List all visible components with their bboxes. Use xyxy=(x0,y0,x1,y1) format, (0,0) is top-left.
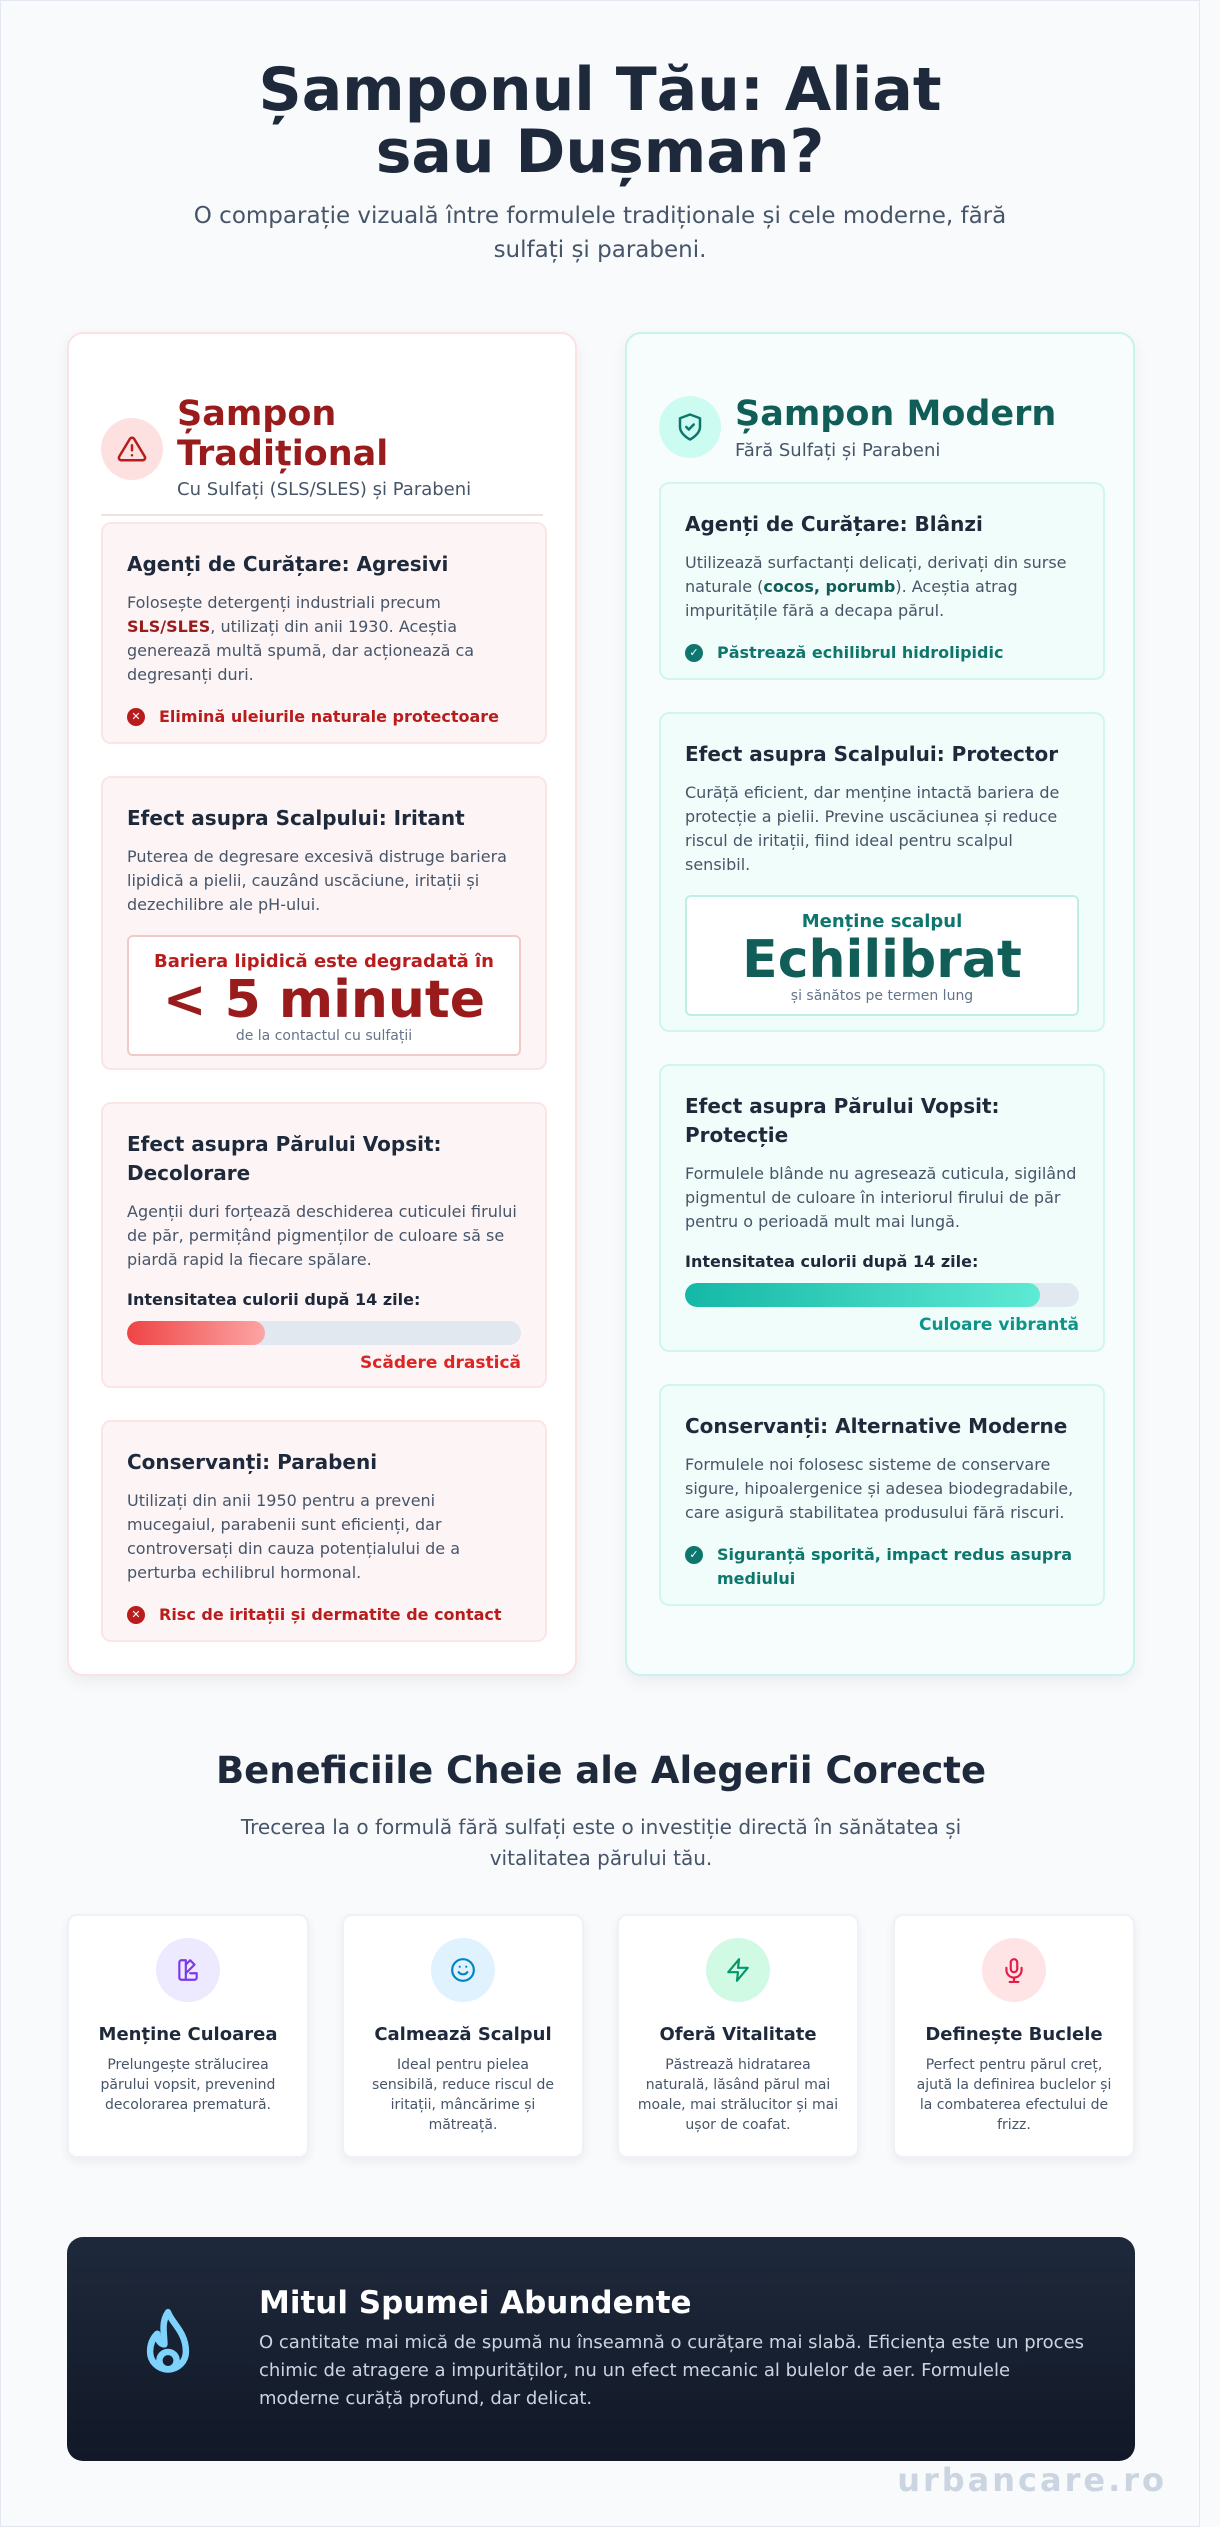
card-text: Utilizează surfactanți delicați, derivați din surse naturale (cocos, porumb). Aceștia atrag impuritățile fără a decapa părul. xyxy=(685,553,1067,620)
benefit-title: Oferă Vitalitate xyxy=(659,2024,817,2045)
stat-label: Menține scalpul xyxy=(801,911,963,932)
card-title: Agenți de Curățare: Blânzi xyxy=(685,512,983,536)
traditional-cleaning-card xyxy=(101,522,547,744)
page-subtitle: O comparație vizuală între formulele tradiționale și cele moderne, fără sulfați și parabeni. xyxy=(193,203,1007,263)
modern-cleaning-card xyxy=(659,482,1105,680)
benefit-tiles xyxy=(67,1914,1135,2158)
card-text: Curăță eficient, dar menține intactă bariera de protecție a pielii. Previne uscăciunea și reduce riscul de iritații, fiind ideal pentru scalpul sensibil. xyxy=(685,783,1060,874)
benefit-tile xyxy=(67,1914,309,2158)
card-title: Agenți de Curățare: Agresivi xyxy=(127,552,449,576)
benefit-text: Păstrează hidratarea naturală, lăsând părul mai moale, mai strălucitor și mai ușor de coafat. xyxy=(637,2057,839,2133)
traditional-column xyxy=(67,332,577,1676)
smile-icon xyxy=(431,1938,495,2002)
modern-header xyxy=(659,366,1101,490)
modern-preservatives-card xyxy=(659,1384,1105,1606)
benefit-text: Perfect pentru părul creț, ajută la definirea buclelor și la combaterea efectului de frizz. xyxy=(916,2057,1112,2133)
benefit-tile xyxy=(617,1914,859,2158)
bar-note: Culoare vibrantă xyxy=(918,1315,1079,1335)
modern-subtitle: Fără Sulfați și Parabeni xyxy=(735,440,941,461)
check-note: ✓ Siguranță sporită, impact redus asupra mediului xyxy=(685,1543,1079,1591)
lightning-icon xyxy=(706,1938,770,2002)
stat-value: < 5 minute xyxy=(162,970,486,1030)
card-title: Efect asupra Părului Vopsit: Protecție xyxy=(685,1094,1000,1147)
card-title: Conservanți: Alternative Moderne xyxy=(685,1414,1068,1438)
modern-column xyxy=(625,332,1135,1676)
stat-value: Echilibrat xyxy=(742,930,1022,990)
traditional-title: Șampon Tradițional xyxy=(177,394,389,474)
benefits-lead: Trecerea la o formulă fără sulfați este o investiție directă în sănătatea și vitalitatea părului tău. xyxy=(240,1815,962,1870)
card-text: Agenții duri forțează deschiderea cuticulei firului de păr, permițând pigmenților de culoare să se piardă rapid la fiecare spălare. xyxy=(127,1202,517,1269)
card-title: Conservanți: Parabeni xyxy=(127,1450,378,1474)
benefits-title: Beneficiile Cheie ale Alegerii Corecte xyxy=(215,1749,987,1792)
benefits-section xyxy=(1,1749,1200,1874)
page-title: Șamponul Tău: Aliat sau Dușman? xyxy=(258,55,942,187)
benefit-title: Definește Buclele xyxy=(925,2024,1103,2045)
check-circle-icon: ✓ xyxy=(685,1546,703,1564)
color-intensity-bar xyxy=(685,1283,1079,1307)
myth-banner xyxy=(67,2237,1135,2461)
warning-icon xyxy=(101,418,163,480)
x-circle-icon: ✕ xyxy=(127,708,145,726)
comparison-section xyxy=(67,332,1135,1676)
bar-label: Intensitatea culorii după 14 zile: xyxy=(685,1252,979,1271)
card-title: Efect asupra Scalpului: Iritant xyxy=(127,806,465,830)
check-note: ✓ Păstrează echilibrul hidrolipidic xyxy=(685,641,1079,665)
bar-fill xyxy=(127,1321,265,1345)
benefit-title: Calmează Scalpul xyxy=(374,2024,552,2045)
shield-check-icon xyxy=(659,396,721,458)
palette-icon xyxy=(156,1938,220,2002)
card-text: Formulele noi folosesc sisteme de conservare sigure, hipoalergenice și adesea biodegradabile, care asigură stabilitatea produsului fără riscuri. xyxy=(685,1455,1074,1522)
warning-note: ✕ Risc de iritații și dermatite de contact xyxy=(127,1603,521,1627)
hero xyxy=(1,1,1199,267)
card-text: Formulele blânde nu agresează cuticula, sigilând pigmentul de culoare în interiorul firului de păr pentru o perioadă mult mai lungă. xyxy=(685,1164,1077,1231)
highlight-term: SLS/SLES xyxy=(127,617,211,636)
flame-icon xyxy=(125,2305,211,2391)
check-circle-icon: ✓ xyxy=(685,644,703,662)
benefit-title: Menține Culoarea xyxy=(98,2024,278,2045)
warning-note: ✕ Elimină uleiurile naturale protectoare xyxy=(127,705,521,729)
color-intensity-bar xyxy=(127,1321,521,1345)
bar-fill xyxy=(685,1283,1040,1307)
brand-watermark: urbancare.ro xyxy=(897,2461,1167,2499)
benefit-tile xyxy=(893,1914,1135,2158)
traditional-color-card xyxy=(101,1102,547,1388)
stat-label: Bariera lipidică este degradată în xyxy=(154,951,494,972)
highlight-term: cocos, porumb xyxy=(763,577,896,596)
microphone-icon xyxy=(982,1938,1046,2002)
card-title: Efect asupra Scalpului: Protector xyxy=(685,742,1059,766)
stat-box xyxy=(127,935,521,1056)
card-title: Efect asupra Părului Vopsit: Decolorare xyxy=(127,1132,442,1185)
myth-text: O cantitate mai mică de spumă nu înseamnă o curățare mai slabă. Eficiența este un proces chimic de atragere a impurităților, nu un efect mecanic al bulelor de aer. Formulele moderne curăță profund, dar delicat. xyxy=(259,2332,1085,2409)
stat-caption: și sănătos pe termen lung xyxy=(790,988,974,1004)
modern-color-card xyxy=(659,1064,1105,1352)
benefit-tile xyxy=(342,1914,584,2158)
card-text: Puterea de degresare excesivă distruge bariera lipidică a pielii, cauzând uscăciune, iritații și dezechilibre ale pH-ului. xyxy=(127,847,507,914)
benefit-text: Ideal pentru pielea sensibilă, reduce riscul de iritații, mâncărime și mătreață. xyxy=(371,2057,555,2133)
traditional-subtitle: Cu Sulfați (SLS/SLES) și Parabeni xyxy=(177,479,472,500)
bar-label: Intensitatea culorii după 14 zile: xyxy=(127,1290,421,1309)
x-circle-icon: ✕ xyxy=(127,1606,145,1624)
stat-caption: de la contactul cu sulfații xyxy=(235,1028,413,1044)
stat-box xyxy=(685,895,1079,1016)
traditional-scalp-card xyxy=(101,776,547,1070)
card-text: Utilizați din anii 1950 pentru a preveni mucegaiul, parabenii sunt eficienți, dar controversați din cauza potențialului de a perturba echilibrul hormonal. xyxy=(127,1491,461,1582)
traditional-preservatives-card xyxy=(101,1420,547,1642)
benefit-text: Prelungește strălucirea părului vopsit, prevenind decolorarea prematură. xyxy=(100,2057,276,2113)
card-text: Folosește detergenți industriali precum SLS/SLES, utilizați din anii 1930. Aceștia generează multă spumă, dar acționează ca degresanți duri. xyxy=(127,593,475,684)
bar-note: Scădere drastică xyxy=(360,1353,521,1373)
modern-title: Șampon Modern xyxy=(735,394,1057,434)
modern-scalp-card xyxy=(659,712,1105,1032)
traditional-header xyxy=(101,366,543,516)
myth-title: Mitul Spumei Abundente xyxy=(259,2285,692,2321)
